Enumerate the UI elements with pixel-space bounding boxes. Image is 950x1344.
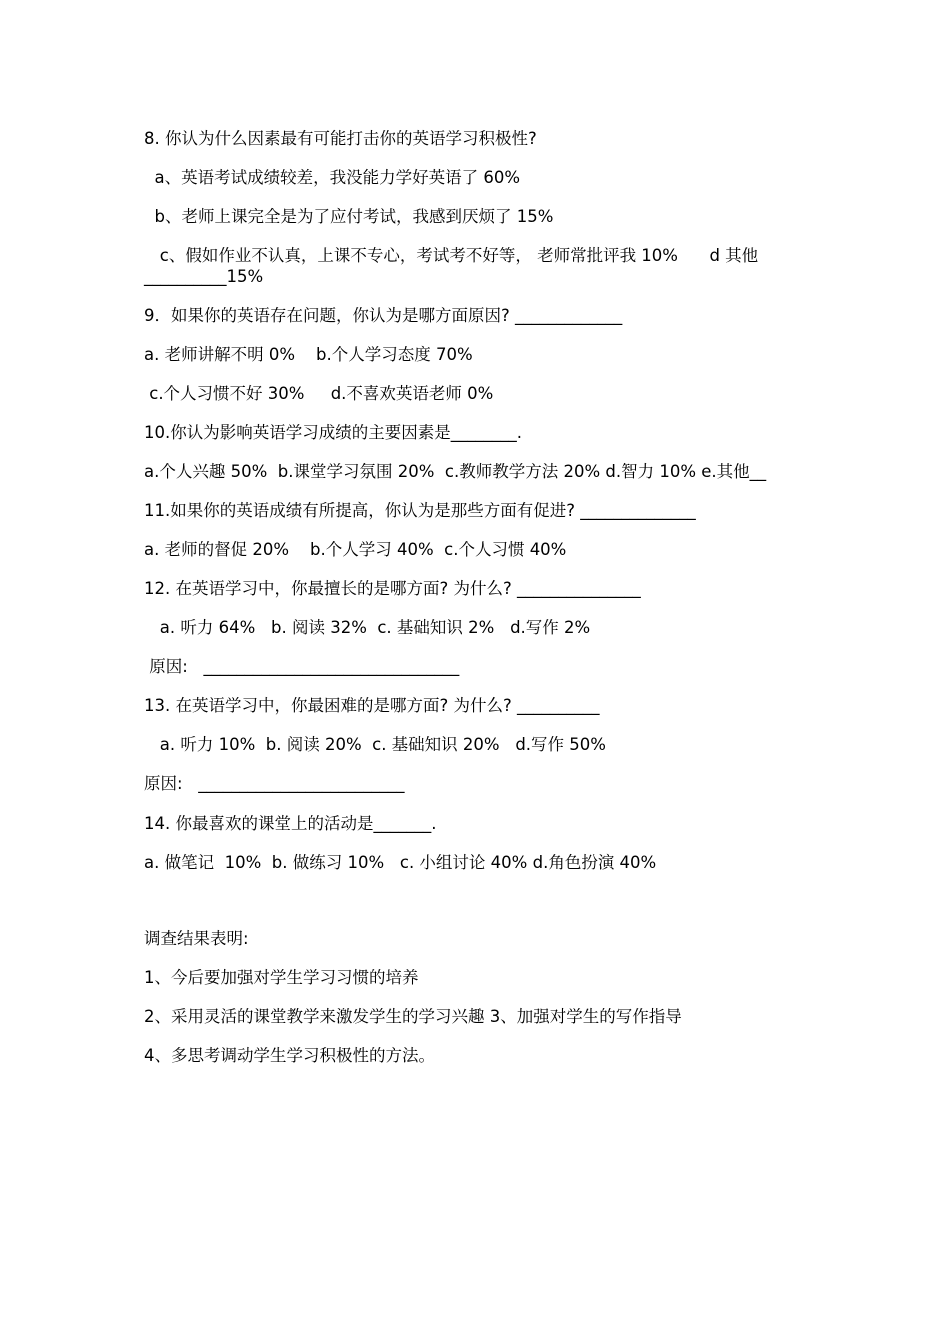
- question-14: 14. 你最喜欢的课堂上的活动是_______.: [144, 814, 437, 833]
- question-9-options-a-b: a. 老师讲解不明 0% b.个人学习态度 70%: [144, 345, 473, 364]
- conclusion-item-4: 4、多思考调动学生学习积极性的方法。: [144, 1046, 435, 1065]
- question-8-option-a: a、英语考试成绩较差，我没能力学好英语了 60%: [144, 168, 521, 187]
- question-9: 9．如果你的英语存在问题，你认为是哪方面原因? _____________: [144, 306, 623, 325]
- conclusion-item-1: 1、今后要加强对学生学习习惯的培养: [144, 968, 419, 987]
- question-12-options: a. 听力 64% b. 阅读 32% c. 基础知识 2% d.写作 2%: [144, 618, 591, 637]
- question-9-options-c-d: c.个人习惯不好 30% d.不喜欢英语老师 0%: [144, 384, 494, 403]
- question-12-reason: 原因: _______________________________: [144, 657, 460, 676]
- question-10: 10.你认为影响英语学习成绩的主要因素是________.: [144, 423, 522, 442]
- question-11: 11.如果你的英语成绩有所提高，你认为是那些方面有促进? ______________: [144, 501, 696, 520]
- question-13: 13. 在英语学习中，你最困难的是哪方面? 为什么? __________: [144, 696, 600, 715]
- question-8-option-b: b、老师上课完全是为了应付考试，我感到厌烦了 15%: [144, 207, 554, 226]
- question-11-options: a. 老师的督促 20% b.个人学习 40% c.个人习惯 40%: [144, 540, 567, 559]
- question-8: 8. 你认为什么因素最有可能打击你的英语学习积极性?: [144, 129, 537, 148]
- conclusion-item-2-3: 2、采用灵活的课堂教学来激发学生的学习兴趣 3、加强对学生的写作指导: [144, 1007, 682, 1026]
- question-10-options: a.个人兴趣 50% b.课堂学习氛围 20% c.教师教学方法 20% d.智力 10% e.其他__: [144, 462, 767, 481]
- conclusion-heading: 调查结果表明:: [144, 929, 249, 948]
- question-13-reason: 原因: _________________________: [144, 774, 405, 793]
- question-8-option-c-d: c、假如作业不认真，上课不专心，考试考不好等， 老师常批评我 10% d 其他__________15%: [144, 246, 759, 286]
- question-12: 12. 在英语学习中，你最擅长的是哪方面? 为什么? _______________: [144, 579, 641, 598]
- question-14-options: a. 做笔记 10% b. 做练习 10% c. 小组讨论 40% d.角色扮演 40%: [144, 853, 657, 872]
- question-13-options: a. 听力 10% b. 阅读 20% c. 基础知识 20% d.写作 50%: [144, 735, 606, 754]
